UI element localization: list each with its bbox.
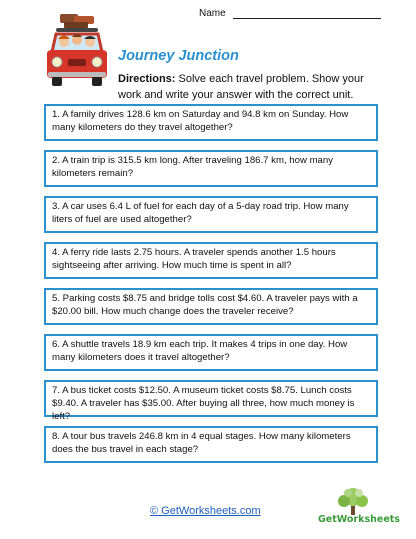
problem-box[interactable]: 8. A tour bus travels 246.8 km in 4 equal stages. How many kilometers does the bus travel in each stage? xyxy=(44,426,378,463)
problem-box[interactable]: 1. A family drives 128.6 km on Saturday and 94.8 km on Sunday. How many kilometers do they travel altogether? xyxy=(44,104,378,141)
worksheet-title: Journey Junction xyxy=(118,48,239,64)
problem-box[interactable]: 4. A ferry ride lasts 2.75 hours. A traveler spends another 1.5 hours sightseeing after arriving. How much time is spent in all? xyxy=(44,242,378,279)
problem-box[interactable]: 2. A train trip is 315.5 km long. After traveling 186.7 km, how many kilometers remain? xyxy=(44,150,378,187)
problem-box[interactable]: 6. A shuttle travels 18.9 km each trip. It makes 4 trips in one day. How many kilometers does it travel altogether? xyxy=(44,334,378,371)
name-label: Name xyxy=(199,8,226,19)
problem-box[interactable]: 7. A bus ticket costs $12.50. A museum ticket costs $8.75. Lunch costs $9.40. A traveler has $35.00. After buying all three, how much money is left? xyxy=(44,380,378,417)
directions-text: Solve each travel problem. Show your work and write your answer with the correct unit. xyxy=(118,73,364,101)
name-field xyxy=(199,8,381,19)
car-illustration-icon xyxy=(44,12,110,98)
getworksheets-link[interactable]: © GetWorksheets.com xyxy=(150,505,261,517)
name-blank-line[interactable] xyxy=(233,8,381,19)
directions xyxy=(118,71,378,103)
problem-box[interactable]: 3. A car uses 6.4 L of fuel for each day of a 5-day road trip. How many liters of fuel are used altogether? xyxy=(44,196,378,233)
directions-label: Directions: xyxy=(118,73,176,85)
problem-box[interactable]: 5. Parking costs $8.75 and bridge tolls cost $4.60. A traveler pays with a $20.00 bill. How much change does the traveler receive? xyxy=(44,288,378,325)
logo-text: GetWorksheets xyxy=(318,514,400,525)
